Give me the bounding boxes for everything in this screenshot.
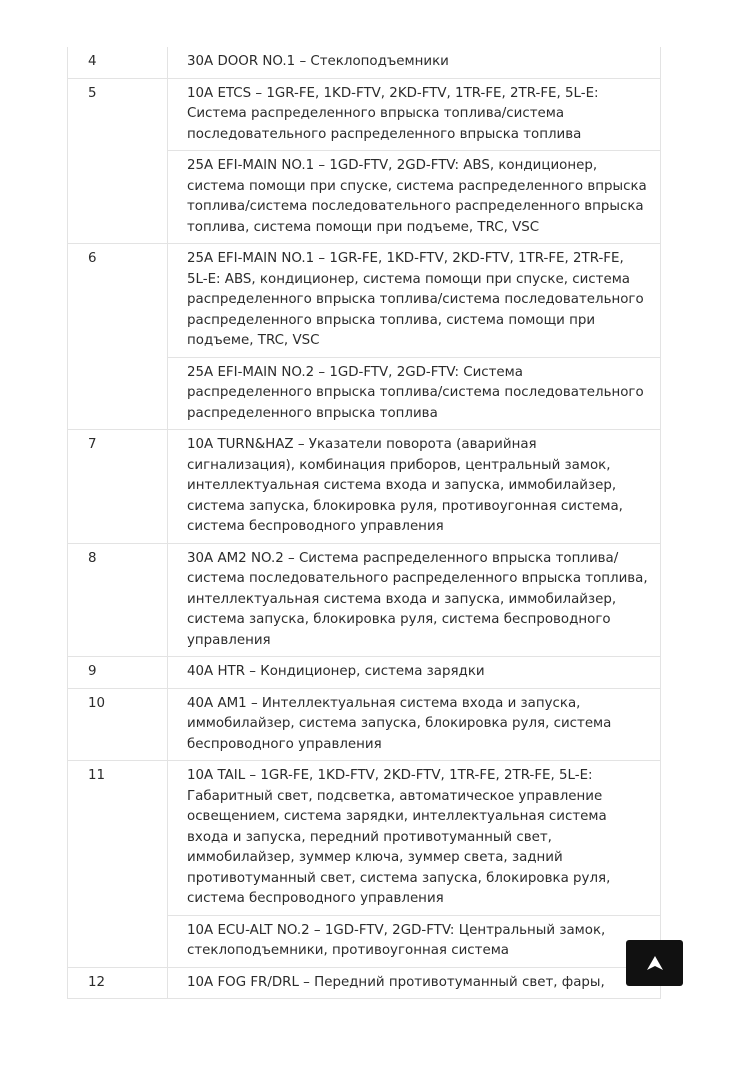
arrow-up-icon — [646, 955, 664, 971]
fuse-number-cell: 6 — [68, 244, 168, 430]
fuse-number-cell: 9 — [68, 657, 168, 689]
table-row — [68, 761, 661, 916]
fuse-description-cell: 25A EFI-MAIN NO.1 – 1GR-FE, 1KD-FTV, 2KD-FTV, 1TR-FE, 2TR-FE, 5L-E: ABS, кондиционер, система помощи при спуске, система распределенного впрыска топлива/система последовательного распределенного впрыска топлива, система помощи при подъеме, TRC, VSC — [168, 244, 661, 358]
fuse-description-cell: 10A FOG FR/DRL – Передний противотуманный свет, фары, — [168, 967, 661, 999]
table-row — [68, 244, 661, 358]
table-row — [68, 967, 661, 999]
fuse-description-cell: 10A ECU-ALT NO.2 – 1GD-FTV, 2GD-FTV: Центральный замок, стеклоподъемники, противоугонная система — [168, 915, 661, 967]
table-row — [68, 657, 661, 689]
fuse-description-cell: 40A AM1 – Интеллектуальная система входа и запуска, иммобилайзер, система запуска, блокировка руля, система беспроводного управления — [168, 688, 661, 761]
fuse-description-cell: 10A TURN&HAZ – Указатели поворота (аварийная сигнализация), комбинация приборов, центральный замок, интеллектуальная система входа и запуска, иммобилайзер, система запуска, блокировка руля, противоугонная система, система беспроводного управления — [168, 430, 661, 544]
table-row — [68, 543, 661, 657]
fuse-description-cell: 30A DOOR NO.1 – Стеклоподъемники — [168, 47, 661, 78]
scroll-to-top-button[interactable] — [626, 940, 683, 986]
fuse-table-body — [68, 47, 661, 999]
fuse-description-cell: 25A EFI-MAIN NO.1 – 1GD-FTV, 2GD-FTV: ABS, кондиционер, система помощи при спуске, система распределенного впрыска топлива/система последовательного распределенного впрыска топлива, система помощи при подъеме, TRC, VSC — [168, 151, 661, 244]
fuse-description-cell: 25A EFI-MAIN NO.2 – 1GD-FTV, 2GD-FTV: Система распределенного впрыска топлива/система последовательного распределенного впрыска топлива — [168, 357, 661, 430]
table-row — [68, 430, 661, 544]
fuse-number-cell: 5 — [68, 78, 168, 244]
fuse-description-cell: 40A HTR – Кондиционер, система зарядки — [168, 657, 661, 689]
table-row — [68, 47, 661, 78]
fuse-description-cell: 30A AM2 NO.2 – Система распределенного впрыска топлива/система последовательного распределенного впрыска топлива, интеллектуальная система входа и запуска, иммобилайзер, система запуска, блокировка руля, система беспроводного управления — [168, 543, 661, 657]
fuse-number-cell: 4 — [68, 47, 168, 78]
table-row — [68, 78, 661, 151]
fuse-table — [67, 47, 661, 999]
fuse-number-cell: 7 — [68, 430, 168, 544]
fuse-description-cell: 10A ETCS – 1GR-FE, 1KD-FTV, 2KD-FTV, 1TR-FE, 2TR-FE, 5L-E: Система распределенного впрыска топлива/система последовательного распределенного впрыска топлива — [168, 78, 661, 151]
fuse-description-cell: 10A TAIL – 1GR-FE, 1KD-FTV, 2KD-FTV, 1TR-FE, 2TR-FE, 5L-E: Габаритный свет, подсветка, автоматическое управление освещением, система зарядки, интеллектуальная система входа и запуска, передний противотуманный свет, иммобилайзер, зуммер ключа, зуммер света, задний противотуманный свет, система запуска, блокировка руля, система беспроводного управления — [168, 761, 661, 916]
table-row — [68, 688, 661, 761]
fuse-number-cell: 10 — [68, 688, 168, 761]
fuse-number-cell: 12 — [68, 967, 168, 999]
fuse-number-cell: 11 — [68, 761, 168, 968]
fuse-number-cell: 8 — [68, 543, 168, 657]
